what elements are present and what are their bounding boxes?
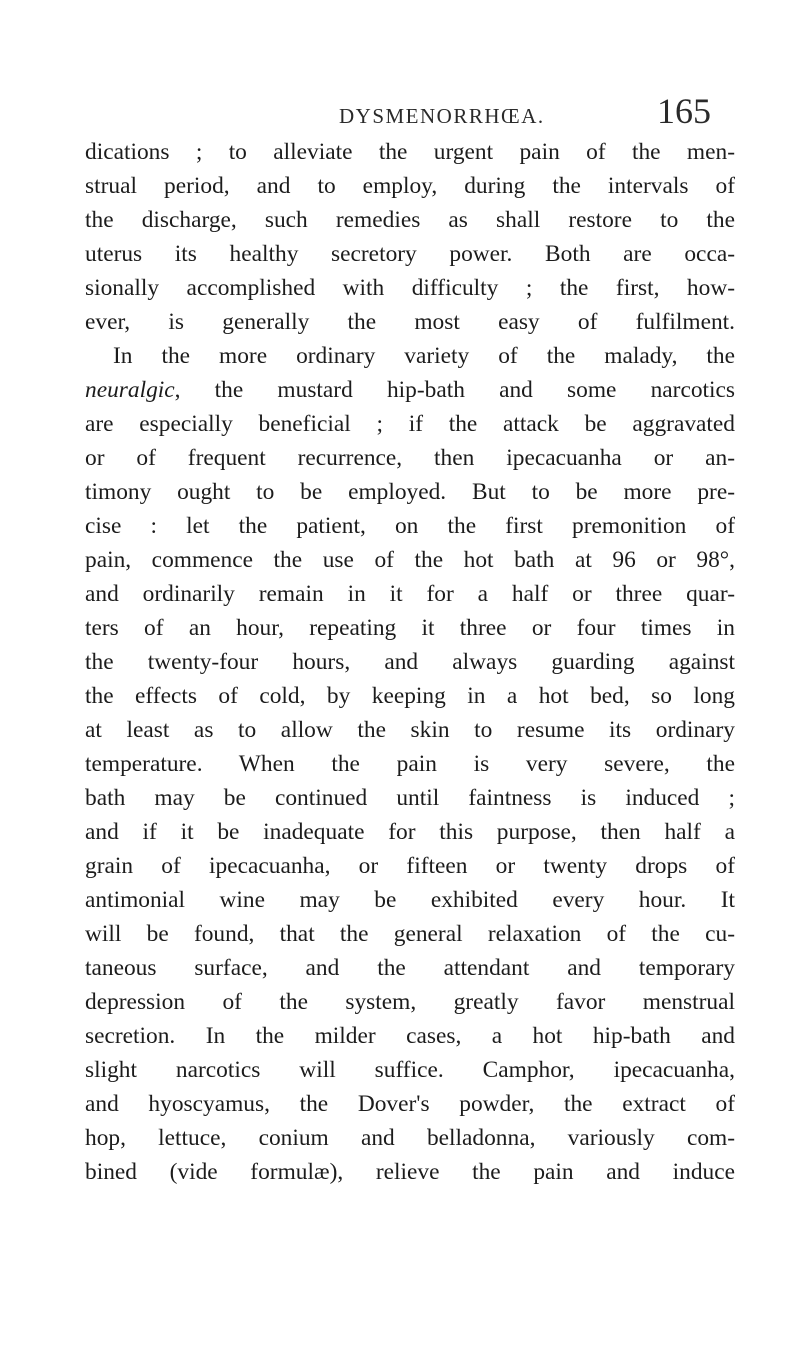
text-line: taneous surface, and the attendant and temporary [85, 955, 735, 981]
text-line: will be found, that the general relaxation of the cu- [85, 921, 735, 947]
text-line: the effects of cold, by keeping in a hot bed, so long [85, 683, 735, 709]
text-line: antimonial wine may be exhibited every hour. It [85, 887, 735, 913]
text-line: bined (vide formulæ), relieve the pain and induce [85, 1159, 735, 1185]
text-line: temperature. When the pain is very severe, the [85, 751, 735, 777]
text-line: depression of the system, greatly favor menstrual [85, 989, 735, 1015]
text-line: the twenty-four hours, and always guarding against [85, 649, 735, 675]
text-line [85, 339, 735, 373]
line-segment: In the more ordinary variety of the malady, the [113, 343, 735, 369]
text-line: grain of ipecacuanha, or fifteen or twenty drops of [85, 853, 735, 879]
text-line: strual period, and to employ, during the intervals of [85, 173, 735, 199]
text-line: the discharge, such remedies as shall restore to the [85, 207, 735, 233]
text-line: pain, commence the use of the hot bath at 96 or 98°, [85, 547, 735, 573]
text-line: ever, is generally the most easy of fulfilment. [85, 309, 735, 335]
italic-term: neuralgic [85, 377, 175, 403]
text-line: timony ought to be employed. But to be more pre- [85, 479, 735, 505]
text-line: secretion. In the milder cases, a hot hip-bath and [85, 1023, 735, 1049]
text-line: and if it be inadequate for this purpose, then half a [85, 819, 735, 845]
line-segment: , the mustard hip-bath and some narcotics [174, 377, 735, 403]
body-text [85, 135, 735, 1189]
text-line: ters of an hour, repeating it three or four times in [85, 615, 735, 641]
text-line: or of frequent recurrence, then ipecacuanha or an- [85, 445, 735, 471]
text-line: and hyoscyamus, the Dover's powder, the extract of [85, 1091, 735, 1117]
text-line: slight narcotics will suffice. Camphor, ipecacuanha, [85, 1057, 735, 1083]
text-line [85, 373, 735, 407]
text-line: and ordinarily remain in it for a half or three quar- [85, 581, 735, 607]
text-line: bath may be continued until faintness is induced ; [85, 785, 735, 811]
text-line: hop, lettuce, conium and belladonna, variously com- [85, 1125, 735, 1151]
text-line: at least as to allow the skin to resume its ordinary [85, 717, 735, 743]
text-line: cise : let the patient, on the first premonition of [85, 513, 735, 539]
page-number: 165 [657, 91, 711, 131]
text-line: are especially beneficial ; if the attack be aggravated [85, 411, 735, 437]
text-line: dications ; to alleviate the urgent pain of the men- [85, 139, 735, 165]
running-title: DYSMENORRHŒA. [339, 104, 545, 128]
text-line: uterus its healthy secretory power. Both are occa- [85, 241, 735, 267]
text-line: sionally accomplished with difficulty ; the first, how- [85, 275, 735, 301]
